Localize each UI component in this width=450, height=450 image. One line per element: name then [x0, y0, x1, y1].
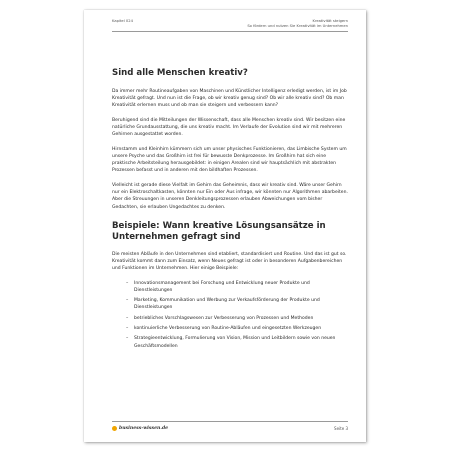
page-content [112, 68, 348, 353]
paragraph: Vielleicht ist gerade diese Vielfalt im Gehirn das Geheimnis, dass wir kreativ sind. Wäre unser Gehirn nur ein Elektroschaltkasten, könnten nur Ein oder Aus infrage, wir könnten nur Algorithmen abarbeiten. Aber die Streuungen in unseren Denkleitungsprozessen erlauben Abweichungen vom bisher Gedachten, sie erlauben Ungedachtes zu denken. [112, 183, 348, 210]
list-item-text: Innovationsmanagement bei Forschung und Entwicklung neuer Produkte und Dienstleistungen [134, 280, 310, 293]
header-divider [112, 31, 348, 32]
page-number: Seite 3 [334, 426, 348, 431]
dash-marker: – [126, 315, 129, 321]
brand-logo [112, 426, 168, 431]
paragraph: Da immer mehr Routineaufgaben von Maschinen und Künstlicher Intelligenz erledigt werden, ist im Job Kreativität gefragt. Und nun ist die Frage, ob wir kreativ genug sind? Ob wir alle kreativ sind? Ob man Kreativität erlernen muss und ob man sie steigern und verbessern kann? [112, 89, 347, 109]
logo-dot-icon [112, 426, 117, 431]
list-item [126, 280, 348, 294]
dash-marker: – [126, 298, 129, 304]
section-heading: Sind alle Menschen kreativ? [112, 68, 248, 78]
logo-text: business-wissen.de [119, 426, 169, 431]
header-title-line2: So fördern und nutzen Sie Kreativität im Unternehmen [247, 24, 348, 28]
list-item-text: Marketing, Kommunikation und Werbung zur Verkaufsförderung der Produkte und Dienstleistungen [134, 298, 320, 311]
paragraph: Beruhigend sind die Mitteilungen der Wissenschaft, dass alle Menschen kreativ sind. Wir besitzen eine natürliche Grundausstattung, die uns kreativ macht. Im Verlaufe der Evolution sind wir mit mehreren Gehirnen ausgestattet worden. [112, 117, 346, 138]
list-item-text: Strategieentwicklung, Formulierung von Vision, Mission und Leitbildern sowie von neuen Geschäftsmodellen [134, 336, 336, 349]
list-item-text: kontinuierliche Verbesserung von Routine-Abläufen und eingesetzten Werkzeugen [134, 326, 322, 331]
header-title [247, 19, 348, 29]
dash-marker: – [126, 336, 129, 342]
list-item-text: betriebliches Vorschlagswesen zur Verbesserung von Prozessen und Methoden [134, 315, 314, 321]
list-item [126, 315, 348, 322]
paragraph: Hirnstamm und Kleinhirn kümmern sich um unser physisches Funktionieren, das Limbische System um unsere Psyche und das Großhirn ist frei für bewusste Denkprozesse. Im Großhirn hat sich eine praktische Arbeitsteilung herausgebildet: in einigen Arealen sind wir hauptsächlich mit abstrakten Prozessen befasst und in anderen mit den bildhaften Prozessen. [112, 146, 347, 174]
section-heading: Beispiele: Wann kreative Lösungsansätze in Unternehmen gefragt sind [112, 220, 326, 242]
list-item [126, 297, 348, 311]
footer-divider [112, 421, 348, 422]
header-title-line1: Kreativität steigern [312, 19, 348, 23]
paragraph: Die meisten Abläufe in den Unternehmen sind etabliert, standardisiert und Routine. Und das ist gut so. Kreativität kommt dann zum Einsatz, wenn Neues gefragt ist oder in besonderen Aufgabenbereichen und Funktionen im Unternehmen. Hier einige Beispiele: [112, 251, 347, 271]
list-item [126, 325, 348, 332]
document-page [84, 10, 366, 442]
chapter-label: Kapitel 024 [112, 19, 133, 23]
list-item [126, 335, 348, 349]
bullet-list [112, 280, 348, 350]
dash-marker: – [126, 326, 129, 331]
dash-marker: – [126, 280, 129, 286]
